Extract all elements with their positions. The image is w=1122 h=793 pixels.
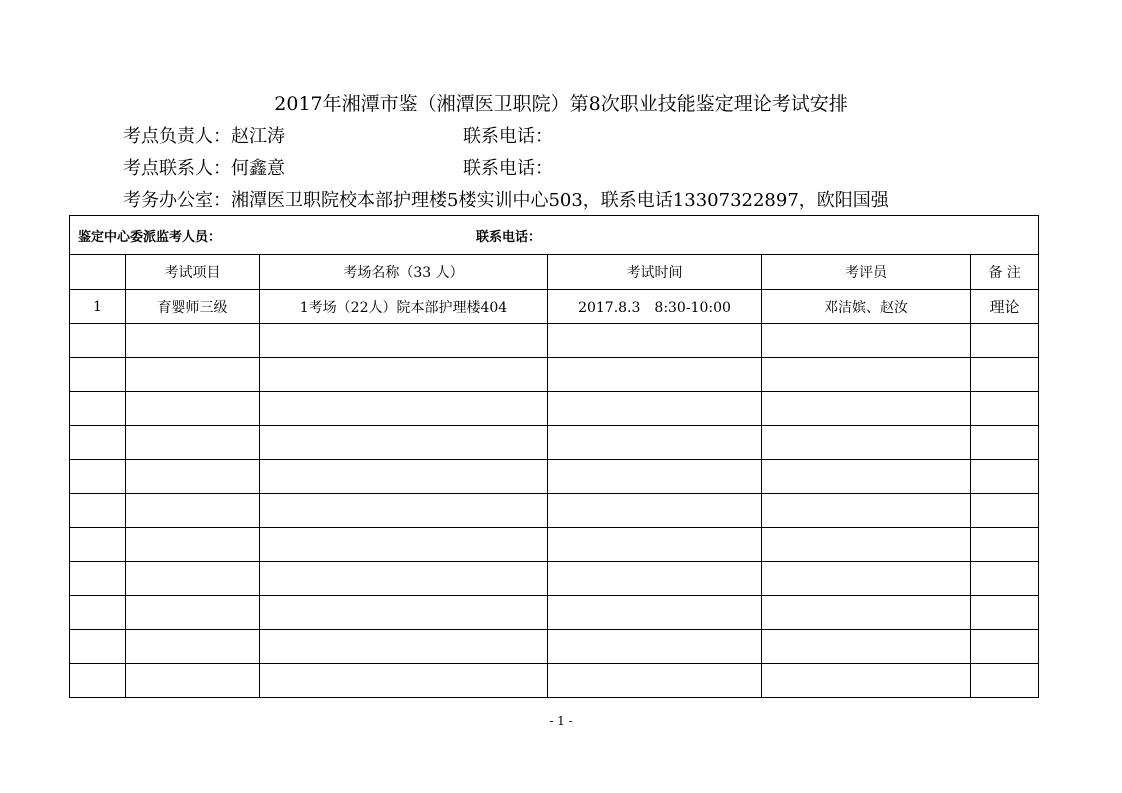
row-remarks: 理论 bbox=[971, 290, 1039, 324]
supervisor-row bbox=[70, 216, 1039, 255]
empty-row bbox=[70, 630, 1039, 664]
header-examiner: 考评员 bbox=[762, 255, 971, 290]
empty-row bbox=[70, 460, 1039, 494]
document-title: 2017年湘潭市鉴（湘潭医卫职院）第8次职业技能鉴定理论考试安排 bbox=[274, 93, 848, 115]
table-row bbox=[70, 290, 1039, 324]
header-remarks: 备 注 bbox=[971, 255, 1039, 290]
empty-row bbox=[70, 494, 1039, 528]
page-number: - 1 - bbox=[549, 714, 573, 728]
exam-office-line bbox=[123, 188, 889, 214]
row-subject: 育婴师三级 bbox=[126, 290, 260, 324]
row-index: 1 bbox=[70, 290, 126, 324]
exam-office-label: 考务办公室： bbox=[123, 190, 231, 211]
row-time: 2017.8.3 8:30-10:00 bbox=[548, 290, 762, 324]
exam-contact-name: 何鑫意 bbox=[231, 158, 285, 179]
empty-row bbox=[70, 528, 1039, 562]
header-subject: 考试项目 bbox=[126, 255, 260, 290]
exam-schedule-table bbox=[69, 215, 1039, 698]
supervisor-phone-label: 联系电话： bbox=[476, 229, 542, 245]
empty-row bbox=[70, 426, 1039, 460]
table-header-row bbox=[70, 255, 1039, 290]
exam-head-phone-label: 联系电话： bbox=[463, 126, 553, 147]
exam-contact-phone-label: 联系电话： bbox=[463, 158, 553, 179]
exam-head-label: 考点负责人： bbox=[123, 126, 231, 147]
exam-office-info: 湘潭医卫职院校本部护理楼5楼实训中心503，联系电话13307322897，欧阳国强 bbox=[231, 190, 889, 211]
exam-head-name: 赵江涛 bbox=[231, 126, 285, 147]
empty-row bbox=[70, 358, 1039, 392]
exam-contact-line bbox=[123, 156, 553, 182]
empty-row bbox=[70, 392, 1039, 426]
empty-row bbox=[70, 596, 1039, 630]
header-index bbox=[70, 255, 126, 290]
supervisor-label: 鉴定中心委派监考人员： bbox=[78, 229, 222, 245]
header-venue: 考场名称（33 人） bbox=[260, 255, 548, 290]
exam-contact-label: 考点联系人： bbox=[123, 158, 231, 179]
empty-row bbox=[70, 664, 1039, 698]
row-examiner: 邓洁嫔、赵汝 bbox=[762, 290, 971, 324]
row-venue: 1考场（22人）院本部护理楼404 bbox=[260, 290, 548, 324]
empty-row bbox=[70, 324, 1039, 358]
header-time: 考试时间 bbox=[548, 255, 762, 290]
exam-head-line bbox=[123, 124, 553, 150]
supervisor-cell bbox=[70, 216, 1039, 255]
empty-row bbox=[70, 562, 1039, 596]
